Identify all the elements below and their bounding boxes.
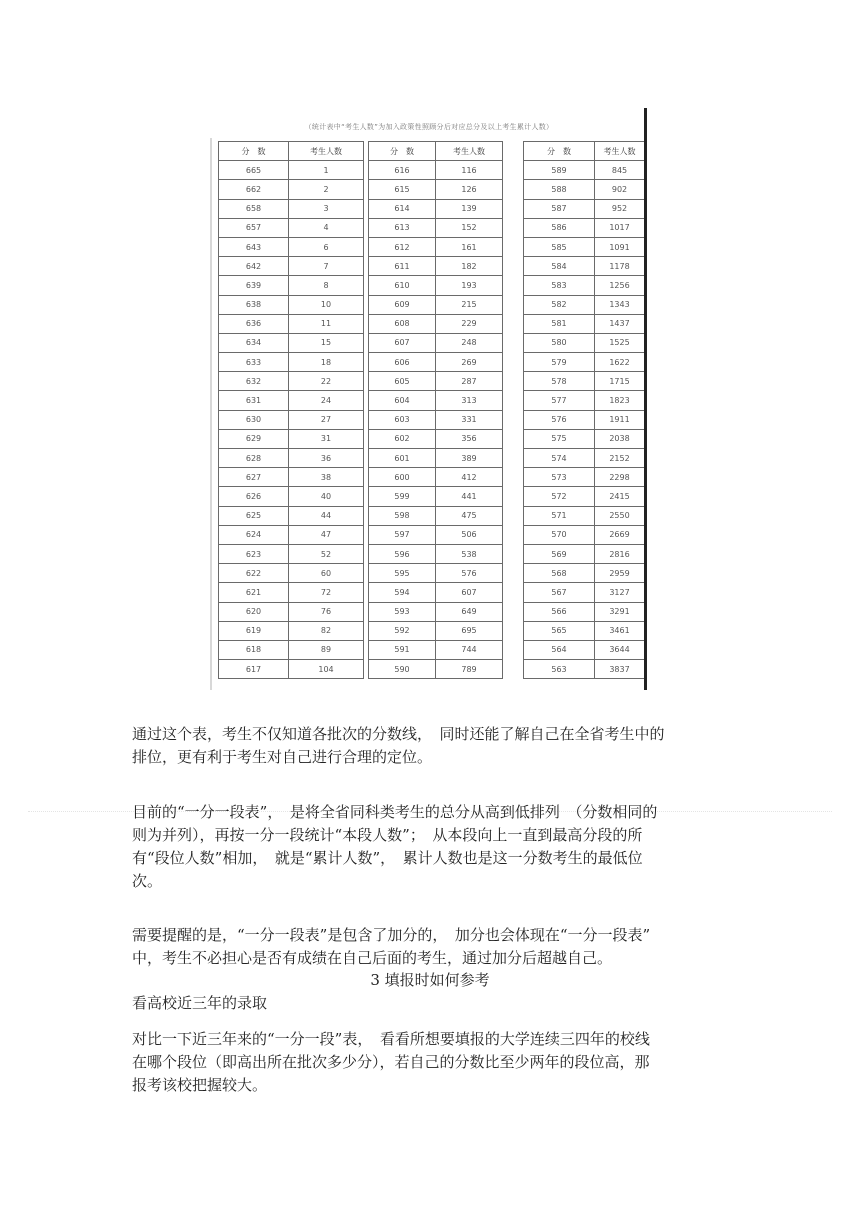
count-cell: 3837 bbox=[595, 660, 645, 679]
figure-caption: （统计表中“考生人数”为加入政策性照顾分后对应总分及以上考生累计人数） bbox=[304, 123, 554, 131]
table-row bbox=[524, 218, 645, 237]
score-table-2 bbox=[368, 141, 503, 679]
count-cell: 475 bbox=[436, 506, 503, 525]
count-cell: 412 bbox=[436, 468, 503, 487]
table-row bbox=[369, 372, 503, 391]
table-row bbox=[219, 372, 364, 391]
score-cell: 593 bbox=[369, 602, 436, 621]
count-cell: 2298 bbox=[595, 468, 645, 487]
count-cell: 2550 bbox=[595, 506, 645, 525]
score-cell: 576 bbox=[524, 410, 595, 429]
table-row bbox=[219, 295, 364, 314]
table-row bbox=[524, 640, 645, 659]
table-row bbox=[369, 161, 503, 180]
score-cell: 588 bbox=[524, 180, 595, 199]
score-cell: 580 bbox=[524, 333, 595, 352]
score-cell: 599 bbox=[369, 487, 436, 506]
score-cell: 643 bbox=[219, 237, 289, 256]
count-cell: 1256 bbox=[595, 276, 645, 295]
count-cell: 139 bbox=[436, 199, 503, 218]
table-row bbox=[219, 583, 364, 602]
table-row bbox=[524, 621, 645, 640]
score-cell: 642 bbox=[219, 257, 289, 276]
score-cell: 573 bbox=[524, 468, 595, 487]
count-cell: 248 bbox=[436, 333, 503, 352]
table-row bbox=[369, 410, 503, 429]
score-cell: 620 bbox=[219, 602, 289, 621]
table-row bbox=[524, 353, 645, 372]
score-cell: 567 bbox=[524, 583, 595, 602]
table-row bbox=[524, 429, 645, 448]
score-cell: 574 bbox=[524, 449, 595, 468]
count-cell: 902 bbox=[595, 180, 645, 199]
table-row bbox=[369, 640, 503, 659]
count-cell: 27 bbox=[289, 410, 364, 429]
count-cell: 313 bbox=[436, 391, 503, 410]
score-cell: 581 bbox=[524, 314, 595, 333]
count-cell: 695 bbox=[436, 621, 503, 640]
table-row bbox=[219, 314, 364, 333]
table-row bbox=[524, 257, 645, 276]
table-row bbox=[524, 544, 645, 563]
score-cell: 636 bbox=[219, 314, 289, 333]
table-row bbox=[369, 218, 503, 237]
table-row bbox=[524, 314, 645, 333]
count-cell: 287 bbox=[436, 372, 503, 391]
score-cell: 575 bbox=[524, 429, 595, 448]
table-row bbox=[219, 199, 364, 218]
table-row bbox=[524, 391, 645, 410]
count-cell: 1 bbox=[289, 161, 364, 180]
scan-shadow bbox=[210, 138, 212, 690]
count-cell: 44 bbox=[289, 506, 364, 525]
count-cell: 2152 bbox=[595, 449, 645, 468]
table-row bbox=[219, 621, 364, 640]
score-cell: 603 bbox=[369, 410, 436, 429]
count-cell: 607 bbox=[436, 583, 503, 602]
score-cell: 598 bbox=[369, 506, 436, 525]
count-header: 考生人数 bbox=[595, 142, 645, 161]
count-cell: 82 bbox=[289, 621, 364, 640]
count-cell: 104 bbox=[289, 660, 364, 679]
score-cell: 609 bbox=[369, 295, 436, 314]
count-cell: 126 bbox=[436, 180, 503, 199]
count-cell: 229 bbox=[436, 314, 503, 333]
table-row bbox=[369, 468, 503, 487]
count-cell: 538 bbox=[436, 544, 503, 563]
table-row bbox=[219, 276, 364, 295]
count-cell: 3291 bbox=[595, 602, 645, 621]
table-row bbox=[524, 525, 645, 544]
count-cell: 269 bbox=[436, 353, 503, 372]
score-cell: 658 bbox=[219, 199, 289, 218]
table-row bbox=[219, 449, 364, 468]
section-heading: 3 填报时如何参考 bbox=[370, 971, 490, 989]
count-cell: 1343 bbox=[595, 295, 645, 314]
score-cell: 569 bbox=[524, 544, 595, 563]
score-cell: 662 bbox=[219, 180, 289, 199]
table-row bbox=[219, 333, 364, 352]
count-cell: 47 bbox=[289, 525, 364, 544]
score-cell: 604 bbox=[369, 391, 436, 410]
count-header: 考生人数 bbox=[436, 142, 503, 161]
score-cell: 594 bbox=[369, 583, 436, 602]
score-cell: 619 bbox=[219, 621, 289, 640]
score-cell: 568 bbox=[524, 564, 595, 583]
paragraph-5-line-3: 报考该校把握较大。 bbox=[132, 1076, 268, 1094]
count-cell: 576 bbox=[436, 564, 503, 583]
count-cell: 649 bbox=[436, 602, 503, 621]
score-cell: 612 bbox=[369, 237, 436, 256]
score-cell: 592 bbox=[369, 621, 436, 640]
count-cell: 1437 bbox=[595, 314, 645, 333]
table-row bbox=[369, 391, 503, 410]
paragraph-2-line-3: 有“段位人数”相加， 就是“累计人数”， 累计人数也是这一分数考生的最低位 bbox=[132, 849, 643, 867]
count-cell: 2816 bbox=[595, 544, 645, 563]
score-cell: 639 bbox=[219, 276, 289, 295]
paragraph-3-line-1: 需要提醒的是，“一分一段表”是包含了加分的， 加分也会体现在“一分一段表” bbox=[132, 926, 651, 944]
score-cell: 585 bbox=[524, 237, 595, 256]
table-row bbox=[369, 295, 503, 314]
count-cell: 24 bbox=[289, 391, 364, 410]
count-cell: 1525 bbox=[595, 333, 645, 352]
table-row bbox=[524, 276, 645, 295]
count-cell: 1178 bbox=[595, 257, 645, 276]
count-cell: 52 bbox=[289, 544, 364, 563]
score-cell: 611 bbox=[369, 257, 436, 276]
count-cell: 8 bbox=[289, 276, 364, 295]
paragraph-2-line-2: 则为并列），再按一分一段统计“本段人数”； 从本段向上一直到最高分段的所 bbox=[132, 826, 643, 844]
count-cell: 76 bbox=[289, 602, 364, 621]
table-row bbox=[524, 449, 645, 468]
score-cell: 613 bbox=[369, 218, 436, 237]
count-cell: 116 bbox=[436, 161, 503, 180]
count-cell: 952 bbox=[595, 199, 645, 218]
table-row bbox=[524, 410, 645, 429]
table-row bbox=[369, 487, 503, 506]
count-cell: 441 bbox=[436, 487, 503, 506]
score-cell: 583 bbox=[524, 276, 595, 295]
count-cell: 744 bbox=[436, 640, 503, 659]
table-row bbox=[369, 660, 503, 679]
scan-edge-bar bbox=[644, 108, 647, 690]
score-cell: 587 bbox=[524, 199, 595, 218]
score-cell: 615 bbox=[369, 180, 436, 199]
count-cell: 215 bbox=[436, 295, 503, 314]
count-cell: 506 bbox=[436, 525, 503, 544]
table-row bbox=[219, 544, 364, 563]
score-cell: 563 bbox=[524, 660, 595, 679]
score-cell: 591 bbox=[369, 640, 436, 659]
score-cell: 628 bbox=[219, 449, 289, 468]
score-cell: 589 bbox=[524, 161, 595, 180]
count-cell: 1091 bbox=[595, 237, 645, 256]
score-cell: 631 bbox=[219, 391, 289, 410]
table-row bbox=[219, 525, 364, 544]
table-row bbox=[219, 410, 364, 429]
score-cell: 618 bbox=[219, 640, 289, 659]
score-cell: 602 bbox=[369, 429, 436, 448]
score-cell: 605 bbox=[369, 372, 436, 391]
score-cell: 601 bbox=[369, 449, 436, 468]
score-cell: 566 bbox=[524, 602, 595, 621]
score-cell: 582 bbox=[524, 295, 595, 314]
score-header: 分 数 bbox=[369, 142, 436, 161]
table-row bbox=[524, 199, 645, 218]
table-row bbox=[524, 161, 645, 180]
count-cell: 2415 bbox=[595, 487, 645, 506]
count-cell: 356 bbox=[436, 429, 503, 448]
table-row bbox=[219, 564, 364, 583]
table-row bbox=[219, 257, 364, 276]
score-cell: 624 bbox=[219, 525, 289, 544]
count-cell: 60 bbox=[289, 564, 364, 583]
count-cell: 3461 bbox=[595, 621, 645, 640]
table-row bbox=[524, 468, 645, 487]
count-cell: 331 bbox=[436, 410, 503, 429]
score-cell: 572 bbox=[524, 487, 595, 506]
score-cell: 595 bbox=[369, 564, 436, 583]
score-cell: 626 bbox=[219, 487, 289, 506]
score-cell: 570 bbox=[524, 525, 595, 544]
count-cell: 1911 bbox=[595, 410, 645, 429]
count-cell: 31 bbox=[289, 429, 364, 448]
count-cell: 89 bbox=[289, 640, 364, 659]
count-cell: 38 bbox=[289, 468, 364, 487]
table-row bbox=[369, 449, 503, 468]
count-cell: 2 bbox=[289, 180, 364, 199]
score-cell: 608 bbox=[369, 314, 436, 333]
count-cell: 4 bbox=[289, 218, 364, 237]
table-row bbox=[219, 660, 364, 679]
score-cell: 657 bbox=[219, 218, 289, 237]
table-row bbox=[219, 506, 364, 525]
table-row bbox=[219, 602, 364, 621]
table-row bbox=[524, 237, 645, 256]
score-cell: 597 bbox=[369, 525, 436, 544]
count-cell: 40 bbox=[289, 487, 364, 506]
score-header: 分 数 bbox=[524, 142, 595, 161]
count-cell: 1715 bbox=[595, 372, 645, 391]
paragraph-3-line-2: 中，考生不必担心是否有成绩在自己后面的考生，通过加分后超越自己。 bbox=[132, 949, 613, 967]
count-cell: 389 bbox=[436, 449, 503, 468]
table-row bbox=[524, 487, 645, 506]
table-row bbox=[369, 333, 503, 352]
score-cell: 571 bbox=[524, 506, 595, 525]
score-table-1 bbox=[218, 141, 364, 679]
score-distribution-figure bbox=[210, 108, 648, 690]
count-cell: 6 bbox=[289, 237, 364, 256]
count-cell: 3644 bbox=[595, 640, 645, 659]
score-cell: 614 bbox=[369, 199, 436, 218]
table-row bbox=[369, 314, 503, 333]
table-row bbox=[524, 180, 645, 199]
table-row bbox=[369, 237, 503, 256]
table-row bbox=[524, 564, 645, 583]
count-cell: 2038 bbox=[595, 429, 645, 448]
table-row bbox=[369, 353, 503, 372]
table-row bbox=[524, 602, 645, 621]
score-cell: 632 bbox=[219, 372, 289, 391]
table-row bbox=[369, 257, 503, 276]
count-cell: 7 bbox=[289, 257, 364, 276]
table-row bbox=[219, 353, 364, 372]
score-table-3 bbox=[523, 141, 645, 679]
table-row bbox=[524, 660, 645, 679]
score-cell: 633 bbox=[219, 353, 289, 372]
table-row bbox=[219, 391, 364, 410]
table-row bbox=[369, 199, 503, 218]
score-cell: 629 bbox=[219, 429, 289, 448]
table-row bbox=[219, 468, 364, 487]
table-row bbox=[524, 295, 645, 314]
table-row bbox=[219, 640, 364, 659]
count-cell: 193 bbox=[436, 276, 503, 295]
table-row bbox=[369, 180, 503, 199]
count-cell: 22 bbox=[289, 372, 364, 391]
table-row bbox=[219, 487, 364, 506]
count-cell: 2959 bbox=[595, 564, 645, 583]
score-cell: 578 bbox=[524, 372, 595, 391]
paragraph-1-line-2: 排位，更有利于考生对自己进行合理的定位。 bbox=[132, 748, 433, 766]
count-cell: 1017 bbox=[595, 218, 645, 237]
table-row bbox=[369, 583, 503, 602]
score-cell: 617 bbox=[219, 660, 289, 679]
score-cell: 596 bbox=[369, 544, 436, 563]
score-cell: 579 bbox=[524, 353, 595, 372]
paragraph-1-line-1: 通过这个表，考生不仅知道各批次的分数线， 同时还能了解自己在全省考生中的 bbox=[132, 725, 665, 743]
table-row bbox=[219, 180, 364, 199]
table-row bbox=[369, 602, 503, 621]
paragraph-2-line-1: 目前的“一分一段表”， 是将全省同科类考生的总分从高到低排列 （分数相同的 bbox=[132, 803, 658, 821]
table-row bbox=[369, 429, 503, 448]
paragraph-4: 看高校近三年的录取 bbox=[132, 994, 268, 1012]
count-cell: 72 bbox=[289, 583, 364, 602]
count-cell: 15 bbox=[289, 333, 364, 352]
count-cell: 161 bbox=[436, 237, 503, 256]
count-cell: 18 bbox=[289, 353, 364, 372]
score-cell: 586 bbox=[524, 218, 595, 237]
count-cell: 789 bbox=[436, 660, 503, 679]
table-row bbox=[369, 506, 503, 525]
table-row bbox=[219, 237, 364, 256]
score-cell: 600 bbox=[369, 468, 436, 487]
table-row bbox=[369, 525, 503, 544]
count-cell: 10 bbox=[289, 295, 364, 314]
count-cell: 3127 bbox=[595, 583, 645, 602]
score-cell: 638 bbox=[219, 295, 289, 314]
table-row bbox=[219, 429, 364, 448]
score-cell: 564 bbox=[524, 640, 595, 659]
paragraph-2-line-4: 次。 bbox=[132, 872, 163, 890]
count-cell: 1823 bbox=[595, 391, 645, 410]
score-cell: 630 bbox=[219, 410, 289, 429]
score-cell: 616 bbox=[369, 161, 436, 180]
table-row bbox=[219, 218, 364, 237]
table-row bbox=[369, 621, 503, 640]
table-row bbox=[524, 583, 645, 602]
score-cell: 577 bbox=[524, 391, 595, 410]
score-cell: 584 bbox=[524, 257, 595, 276]
count-cell: 2669 bbox=[595, 525, 645, 544]
count-cell: 3 bbox=[289, 199, 364, 218]
table-row bbox=[524, 333, 645, 352]
count-cell: 845 bbox=[595, 161, 645, 180]
table-row bbox=[369, 276, 503, 295]
table-row bbox=[524, 372, 645, 391]
table-row bbox=[219, 161, 364, 180]
count-cell: 36 bbox=[289, 449, 364, 468]
score-cell: 625 bbox=[219, 506, 289, 525]
table-row bbox=[369, 564, 503, 583]
paragraph-5-line-2: 在哪个段位（即高出所在批次多少分），若自己的分数比至少两年的段位高，那 bbox=[132, 1053, 650, 1071]
score-cell: 607 bbox=[369, 333, 436, 352]
count-cell: 11 bbox=[289, 314, 364, 333]
score-cell: 627 bbox=[219, 468, 289, 487]
paragraph-5-line-1: 对比一下近三年来的“一分一段”表， 看看所想要填报的大学连续三四年的校线 bbox=[132, 1030, 650, 1048]
count-cell: 182 bbox=[436, 257, 503, 276]
score-cell: 590 bbox=[369, 660, 436, 679]
count-cell: 1622 bbox=[595, 353, 645, 372]
score-cell: 621 bbox=[219, 583, 289, 602]
score-cell: 623 bbox=[219, 544, 289, 563]
score-cell: 622 bbox=[219, 564, 289, 583]
table-row bbox=[524, 506, 645, 525]
score-cell: 606 bbox=[369, 353, 436, 372]
count-header: 考生人数 bbox=[289, 142, 364, 161]
score-header: 分 数 bbox=[219, 142, 289, 161]
score-cell: 634 bbox=[219, 333, 289, 352]
score-cell: 610 bbox=[369, 276, 436, 295]
score-cell: 565 bbox=[524, 621, 595, 640]
count-cell: 152 bbox=[436, 218, 503, 237]
score-cell: 665 bbox=[219, 161, 289, 180]
table-row bbox=[369, 544, 503, 563]
